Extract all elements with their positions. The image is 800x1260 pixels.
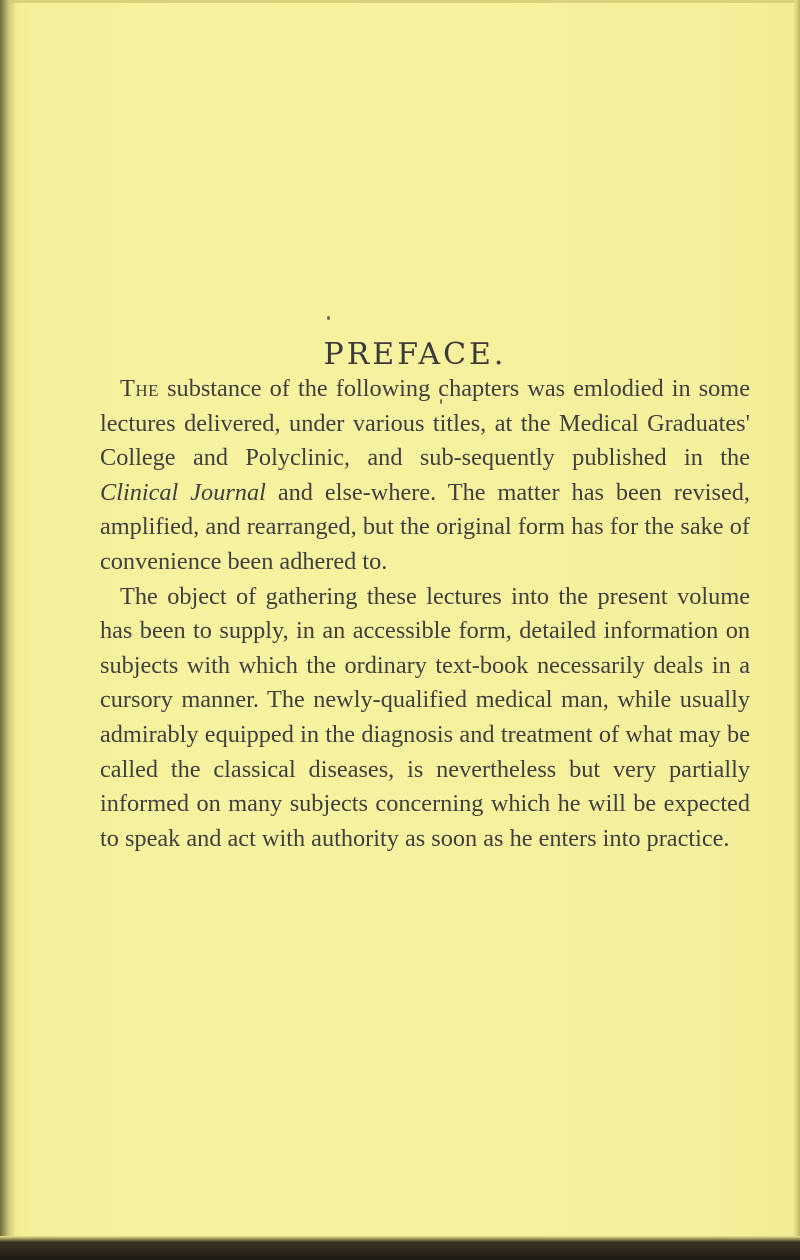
page-bottom-edge — [0, 1236, 800, 1260]
binding-shadow — [0, 0, 16, 1248]
page-right-edge — [794, 0, 800, 1260]
preface-body — [100, 372, 750, 856]
paragraph-2: The object of gathering these lectures into the present volume has been to supply, in an accessible form, detailed information on subjects with which the ordinary text-book necessarily deals in a cursory manner. The newly-qualified medical man, while usually admirably equipped in the diagnosis and treatment of what may be called the classical diseases, is nevertheless but very partially informed on many subjects concerning which he will be expected to speak and act with authority as soon as he enters into practice. — [100, 582, 750, 852]
page-title: PREFACE. — [323, 337, 507, 372]
page-top-edge — [0, 0, 798, 3]
lead-word: The — [120, 375, 160, 402]
paragraph-1-text-b: and else-where. The matter has been revised, amplified, and rearranged, but the original form has for the sake of convenience been adhered to. — [100, 478, 750, 575]
ink-speck — [327, 316, 330, 320]
journal-name: Clinical Journal — [100, 478, 266, 506]
paragraph-1 — [100, 372, 750, 580]
paragraph-1-text-a: substance of the following chapters was emlodied in some lectures delivered, under various titles, at the Medical Graduates' College and Polyclinic, and sub-sequently published in the — [100, 375, 750, 472]
